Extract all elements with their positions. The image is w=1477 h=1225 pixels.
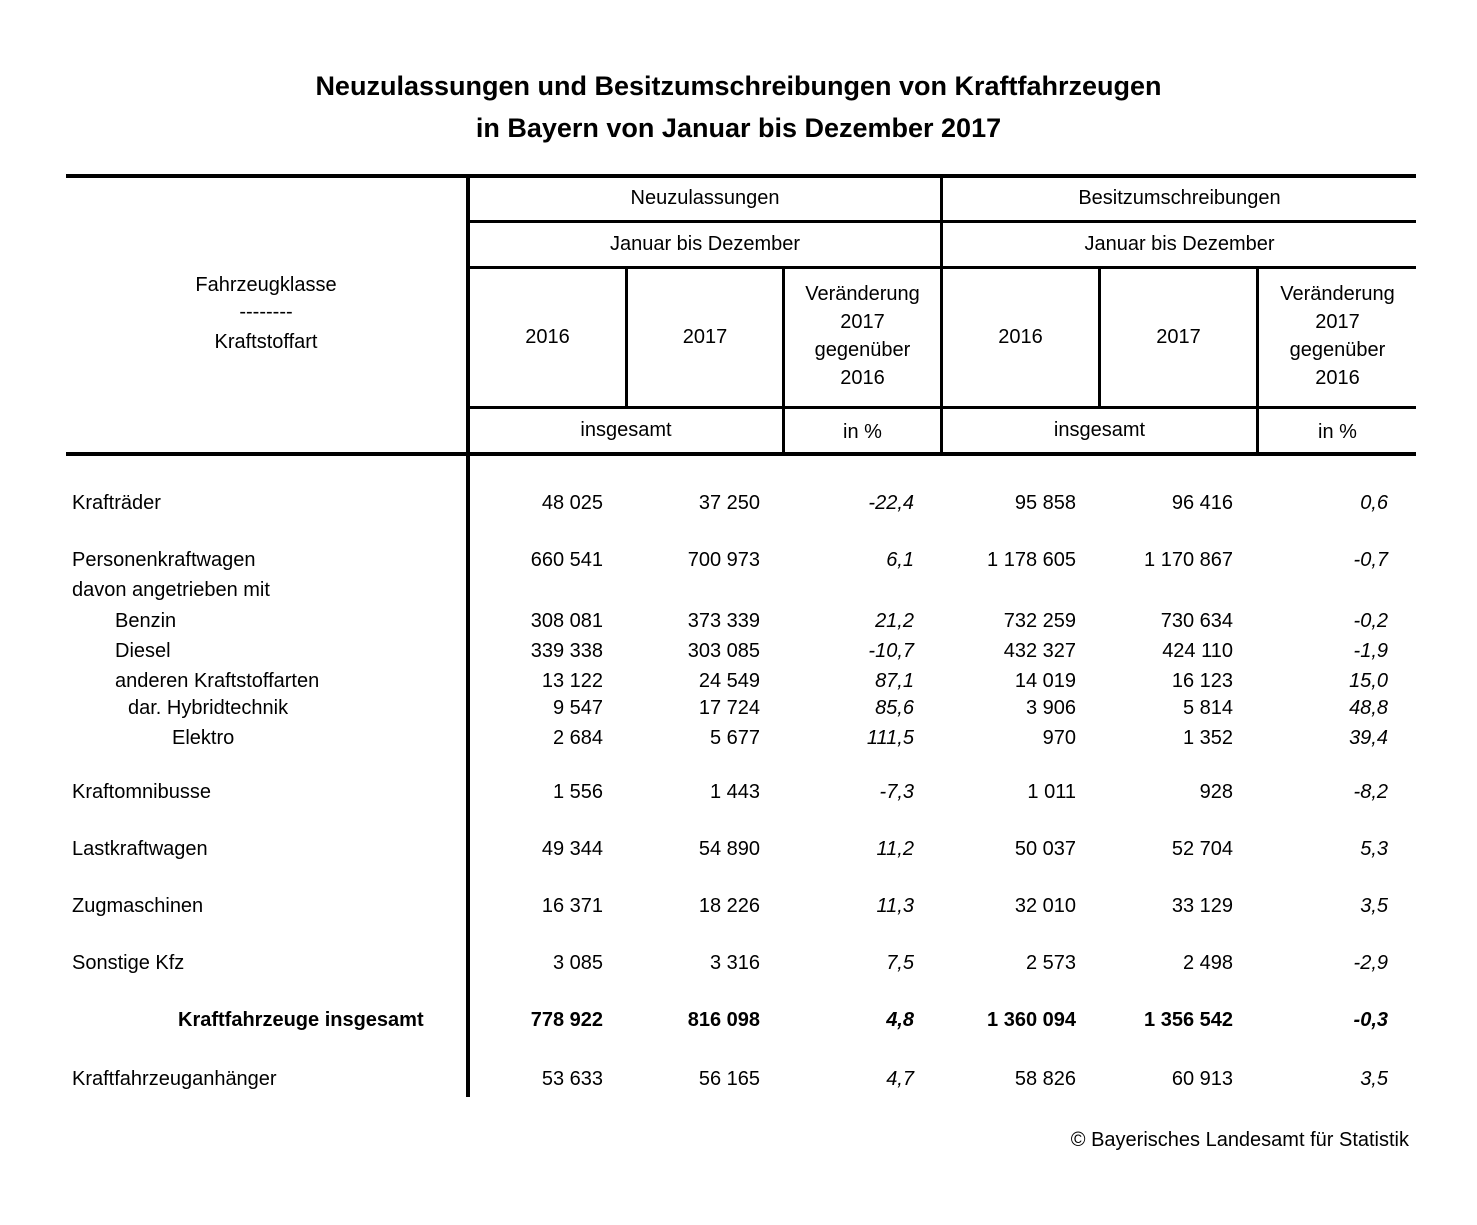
stub-header-fuel-type: Kraftstoffart [214, 331, 318, 353]
period-header-bs: Januar bis Dezember [1084, 233, 1275, 255]
cell-bspct: 3,5 [1360, 895, 1388, 917]
cell-bs2017: 928 [1199, 781, 1233, 803]
col-header-bs-2016: 2016 [998, 326, 1043, 348]
cell-bspct: 0,6 [1360, 492, 1388, 514]
row-label: Benzin [115, 610, 177, 632]
cell-bs2017: 33 129 [1171, 895, 1233, 917]
cell-nz2017: 37 250 [698, 492, 760, 514]
col-header-nz-change-l2: 2017 [840, 311, 885, 333]
cell-nz2017: 816 098 [687, 1009, 760, 1031]
unit-nz-absolute: insgesamt [580, 419, 672, 441]
cell-nz2017: 18 226 [698, 895, 760, 917]
col-header-bs-change-l3: gegenüber [1289, 339, 1386, 361]
cell-bs2016: 432 327 [1003, 640, 1076, 662]
cell-nzpct: 21,2 [875, 610, 914, 632]
cell-bs2016: 732 259 [1003, 610, 1076, 632]
cell-nz2017: 17 724 [698, 697, 760, 719]
cell-nz2017: 303 085 [687, 640, 760, 662]
row-label: davon angetrieben mit [72, 579, 270, 601]
col-header-nz-change-l3: gegenüber [814, 339, 911, 361]
cell-nz2017: 3 316 [709, 952, 760, 974]
group-divider [940, 174, 943, 456]
row-label: Krafträder [72, 492, 161, 514]
cell-bs2016: 970 [1042, 727, 1076, 749]
cell-bs2016: 3 906 [1025, 697, 1076, 719]
cell-nzpct: 11,2 [876, 838, 914, 860]
cell-nz2017: 56 165 [698, 1068, 760, 1090]
cell-nz2016: 308 081 [530, 610, 603, 632]
cell-nz2016: 2 684 [552, 727, 603, 749]
cell-nz2016: 48 025 [541, 492, 603, 514]
cell-bs2016: 1 178 605 [987, 549, 1076, 571]
row-label: Kraftfahrzeuge insgesamt [178, 1009, 424, 1031]
cell-bs2017: 60 913 [1171, 1068, 1233, 1090]
cell-bspct: -2,9 [1353, 952, 1388, 974]
cell-nzpct: 4,8 [886, 1009, 914, 1031]
cell-bs2017: 424 110 [1162, 640, 1233, 662]
page-title-line1: Neuzulassungen und Besitzumschreibungen von Kraftfahrzeugen [315, 71, 1162, 101]
cell-bs2016: 95 858 [1014, 492, 1076, 514]
cell-nz2016: 3 085 [552, 952, 603, 974]
cell-nzpct: 87,1 [875, 670, 914, 692]
cell-nz2016: 49 344 [541, 838, 603, 860]
cell-bs2017: 1 352 [1182, 727, 1233, 749]
col-header-nz-change-l4: 2016 [840, 367, 885, 389]
cell-nz2016: 13 122 [541, 670, 603, 692]
cell-bs2016: 1 011 [1027, 781, 1076, 803]
cell-bs2016: 50 037 [1014, 838, 1076, 860]
row-label: Diesel [115, 640, 171, 662]
cell-nz2017: 373 339 [687, 610, 760, 632]
col-header-nz-2016: 2016 [525, 326, 570, 348]
cell-nzpct: 7,5 [886, 952, 914, 974]
cell-nz2017: 700 973 [687, 549, 760, 571]
col-header-bs-2017: 2017 [1156, 326, 1201, 348]
cell-bspct: -0,2 [1353, 610, 1388, 632]
cell-nz2016: 778 922 [530, 1009, 603, 1031]
cell-bspct: 39,4 [1349, 727, 1388, 749]
cell-bs2017: 16 123 [1171, 670, 1233, 692]
row-label: anderen Kraftstoffarten [115, 670, 320, 692]
cell-nzpct: -10,7 [868, 640, 914, 662]
cell-nz2016: 16 371 [541, 895, 603, 917]
cell-bs2017: 730 634 [1160, 610, 1233, 632]
cell-nz2016: 660 541 [530, 549, 603, 571]
unit-bs-absolute: insgesamt [1053, 419, 1146, 441]
cell-nz2017: 24 549 [698, 670, 760, 692]
cell-bs2017: 2 498 [1182, 952, 1233, 974]
cell-nzpct: 6,1 [886, 549, 914, 571]
col-header-nz-change-l1: Veränderung [805, 283, 920, 305]
cell-nzpct: -7,3 [879, 781, 914, 803]
cell-bs2016: 2 573 [1025, 952, 1076, 974]
cell-bs2016: 32 010 [1014, 895, 1076, 917]
period-header-nz: Januar bis Dezember [609, 233, 801, 255]
cell-bspct: -0,3 [1353, 1009, 1388, 1031]
cell-nz2016: 53 633 [541, 1068, 603, 1090]
cell-nz2017: 1 443 [709, 781, 760, 803]
row-label: dar. Hybridtechnik [128, 697, 289, 719]
unit-bs-percent: in % [1318, 421, 1357, 443]
row-label: Sonstige Kfz [72, 952, 185, 974]
row-label: Kraftomnibusse [72, 781, 211, 803]
row-label: Zugmaschinen [72, 895, 204, 917]
stub-divider [466, 174, 470, 1097]
cell-bspct: -0,7 [1353, 549, 1388, 571]
row-label: Lastkraftwagen [72, 838, 208, 860]
cell-bs2016: 58 826 [1014, 1068, 1076, 1090]
stub-header-vehicle-class: Fahrzeugklasse [195, 274, 337, 296]
cell-nzpct: -22,4 [868, 492, 914, 514]
cell-nzpct: 111,5 [866, 727, 914, 749]
cell-bs2017: 52 704 [1171, 838, 1233, 860]
cell-bspct: 48,8 [1349, 697, 1388, 719]
group-header-ownership-transfers: Besitzumschreibungen [1078, 187, 1281, 209]
cell-nzpct: 11,3 [876, 895, 914, 917]
cell-nzpct: 85,6 [875, 697, 914, 719]
cell-nz2016: 9 547 [552, 697, 603, 719]
cell-bs2017: 5 814 [1182, 697, 1233, 719]
cell-bs2017: 1 170 867 [1144, 549, 1233, 571]
unit-nz-percent: in % [843, 421, 882, 443]
row-label: Kraftfahrzeuganhänger [72, 1068, 277, 1090]
page-title-line2: in Bayern von Januar bis Dezember 2017 [475, 113, 1002, 143]
row-label: Elektro [172, 727, 235, 749]
col-header-bs-change-l4: 2016 [1315, 367, 1360, 389]
cell-nz2017: 5 677 [709, 727, 760, 749]
cell-nz2017: 54 890 [698, 838, 760, 860]
col-header-nz-2017: 2017 [682, 326, 728, 348]
cell-bs2017: 1 356 542 [1144, 1009, 1233, 1031]
table-top-rule [66, 174, 1416, 178]
group-header-new-registrations: Neuzulassungen [630, 187, 780, 209]
cell-bs2016: 1 360 094 [987, 1009, 1076, 1031]
cell-bspct: -8,2 [1353, 781, 1388, 803]
col-header-bs-change-l1: Veränderung [1280, 283, 1395, 305]
cell-bspct: 15,0 [1349, 670, 1388, 692]
col-header-bs-change-l2: 2017 [1315, 311, 1360, 333]
row-label: Personenkraftwagen [72, 549, 256, 571]
cell-nz2016: 339 338 [530, 640, 603, 662]
cell-bs2016: 14 019 [1014, 670, 1076, 692]
copyright-footer: © Bayerisches Landesamt für Statistik [1070, 1129, 1409, 1151]
cell-bspct: -1,9 [1353, 640, 1388, 662]
cell-bspct: 5,3 [1360, 838, 1388, 860]
cell-bs2017: 96 416 [1171, 492, 1233, 514]
cell-nzpct: 4,7 [886, 1068, 914, 1090]
header-bottom-rule [66, 452, 1416, 456]
cell-bspct: 3,5 [1360, 1068, 1388, 1090]
cell-nz2016: 1 556 [552, 781, 603, 803]
stub-header-separator: -------- [239, 301, 293, 323]
